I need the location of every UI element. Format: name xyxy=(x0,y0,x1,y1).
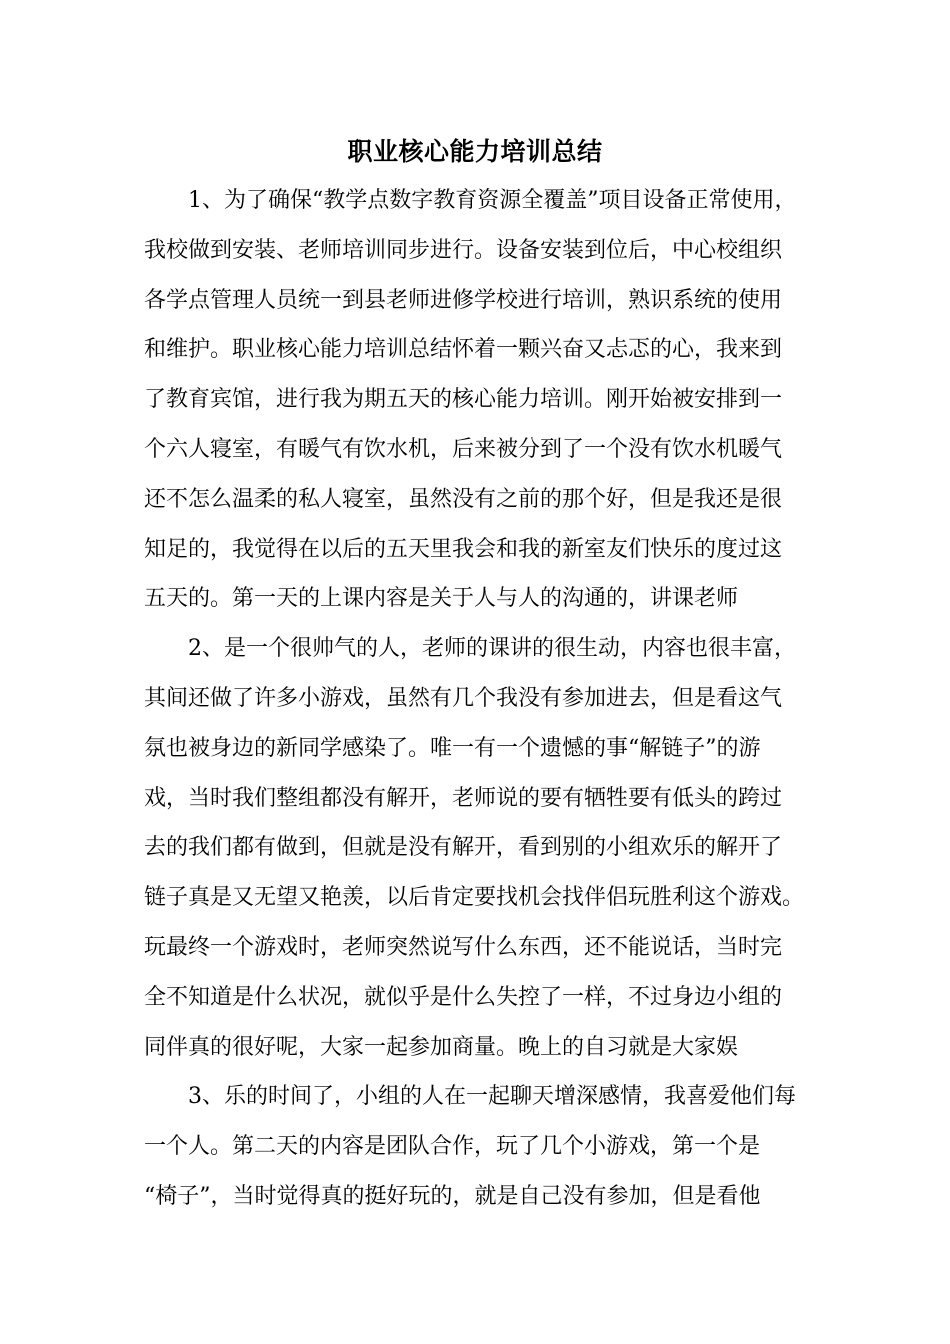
paragraph-1-line: 个六人寝室，有暖气有饮水机，后来被分到了一个没有饮水机暖气 xyxy=(144,436,783,462)
paragraph-1-line: 1、为了确保“教学点数字教育资源全覆盖”项目设备正常使用， xyxy=(188,188,797,213)
paragraph-2-line: 全不知道是什么状况，就似乎是什么失控了一样，不过身边小组的 xyxy=(144,984,783,1010)
paragraph-1-line: 了教育宾馆，进行我为期五天的核心能力培训。刚开始被安排到一 xyxy=(144,387,783,413)
paragraph-2-line: 氛也被身边的新同学感染了。唯一有一个遗憾的事“解链子”的游 xyxy=(144,735,761,761)
paragraph-3-line: 一个人。第二天的内容是团队合作，玩了几个小游戏，第一个是 xyxy=(144,1134,761,1160)
paragraph-1-line: 知足的，我觉得在以后的五天里我会和我的新室友们快乐的度过这 xyxy=(144,536,783,562)
paragraph-2-line: 戏，当时我们整组都没有解开，老师说的要有牺牲要有低头的跨过 xyxy=(144,785,783,811)
paragraph-2-line: 去的我们都有做到，但就是没有解开，看到别的小组欢乐的解开了 xyxy=(144,835,783,861)
paragraph-2-line: 链子真是又无望又艳羡，以后肯定要找机会找伴侣玩胜利这个游戏。 xyxy=(144,885,805,911)
paragraph-3-line: “椅子”，当时觉得真的挺好玩的，就是自己没有参加，但是看他 xyxy=(144,1183,761,1209)
paragraph-2-line: 其间还做了许多小游戏，虽然有几个我没有参加进去，但是看这气 xyxy=(144,685,783,711)
paragraph-2-line: 2、是一个很帅气的人，老师的课讲的很生动，内容也很丰富， xyxy=(188,636,796,662)
paragraph-1-line: 五天的。第一天的上课内容是关于人与人的沟通的，讲课老师 xyxy=(144,586,739,612)
paragraph-1-line: 我校做到安装、老师培训同步进行。设备安装到位后，中心校组织 xyxy=(144,237,783,263)
paragraph-3-line: 3、乐的时间了，小组的人在一起聊天增深感情，我喜爱他们每 xyxy=(188,1084,796,1110)
paragraph-2-line: 同伴真的很好呢，大家一起参加商量。晚上的自习就是大家娱 xyxy=(144,1034,739,1060)
paragraph-2-line: 玩最终一个游戏时，老师突然说写什么东西，还不能说话，当时完 xyxy=(144,934,783,960)
document-title: 职业核心能力培训总结 xyxy=(347,137,603,166)
paragraph-1-line: 和维护。职业核心能力培训总结怀着一颗兴奋又忐忑的心，我来到 xyxy=(144,337,783,363)
paragraph-1-line: 还不怎么温柔的私人寝室，虽然没有之前的那个好，但是我还是很 xyxy=(144,486,783,512)
paragraph-1-line: 各学点管理人员统一到县老师进修学校进行培训，熟识系统的使用 xyxy=(144,287,783,313)
document-body xyxy=(144,181,824,1227)
